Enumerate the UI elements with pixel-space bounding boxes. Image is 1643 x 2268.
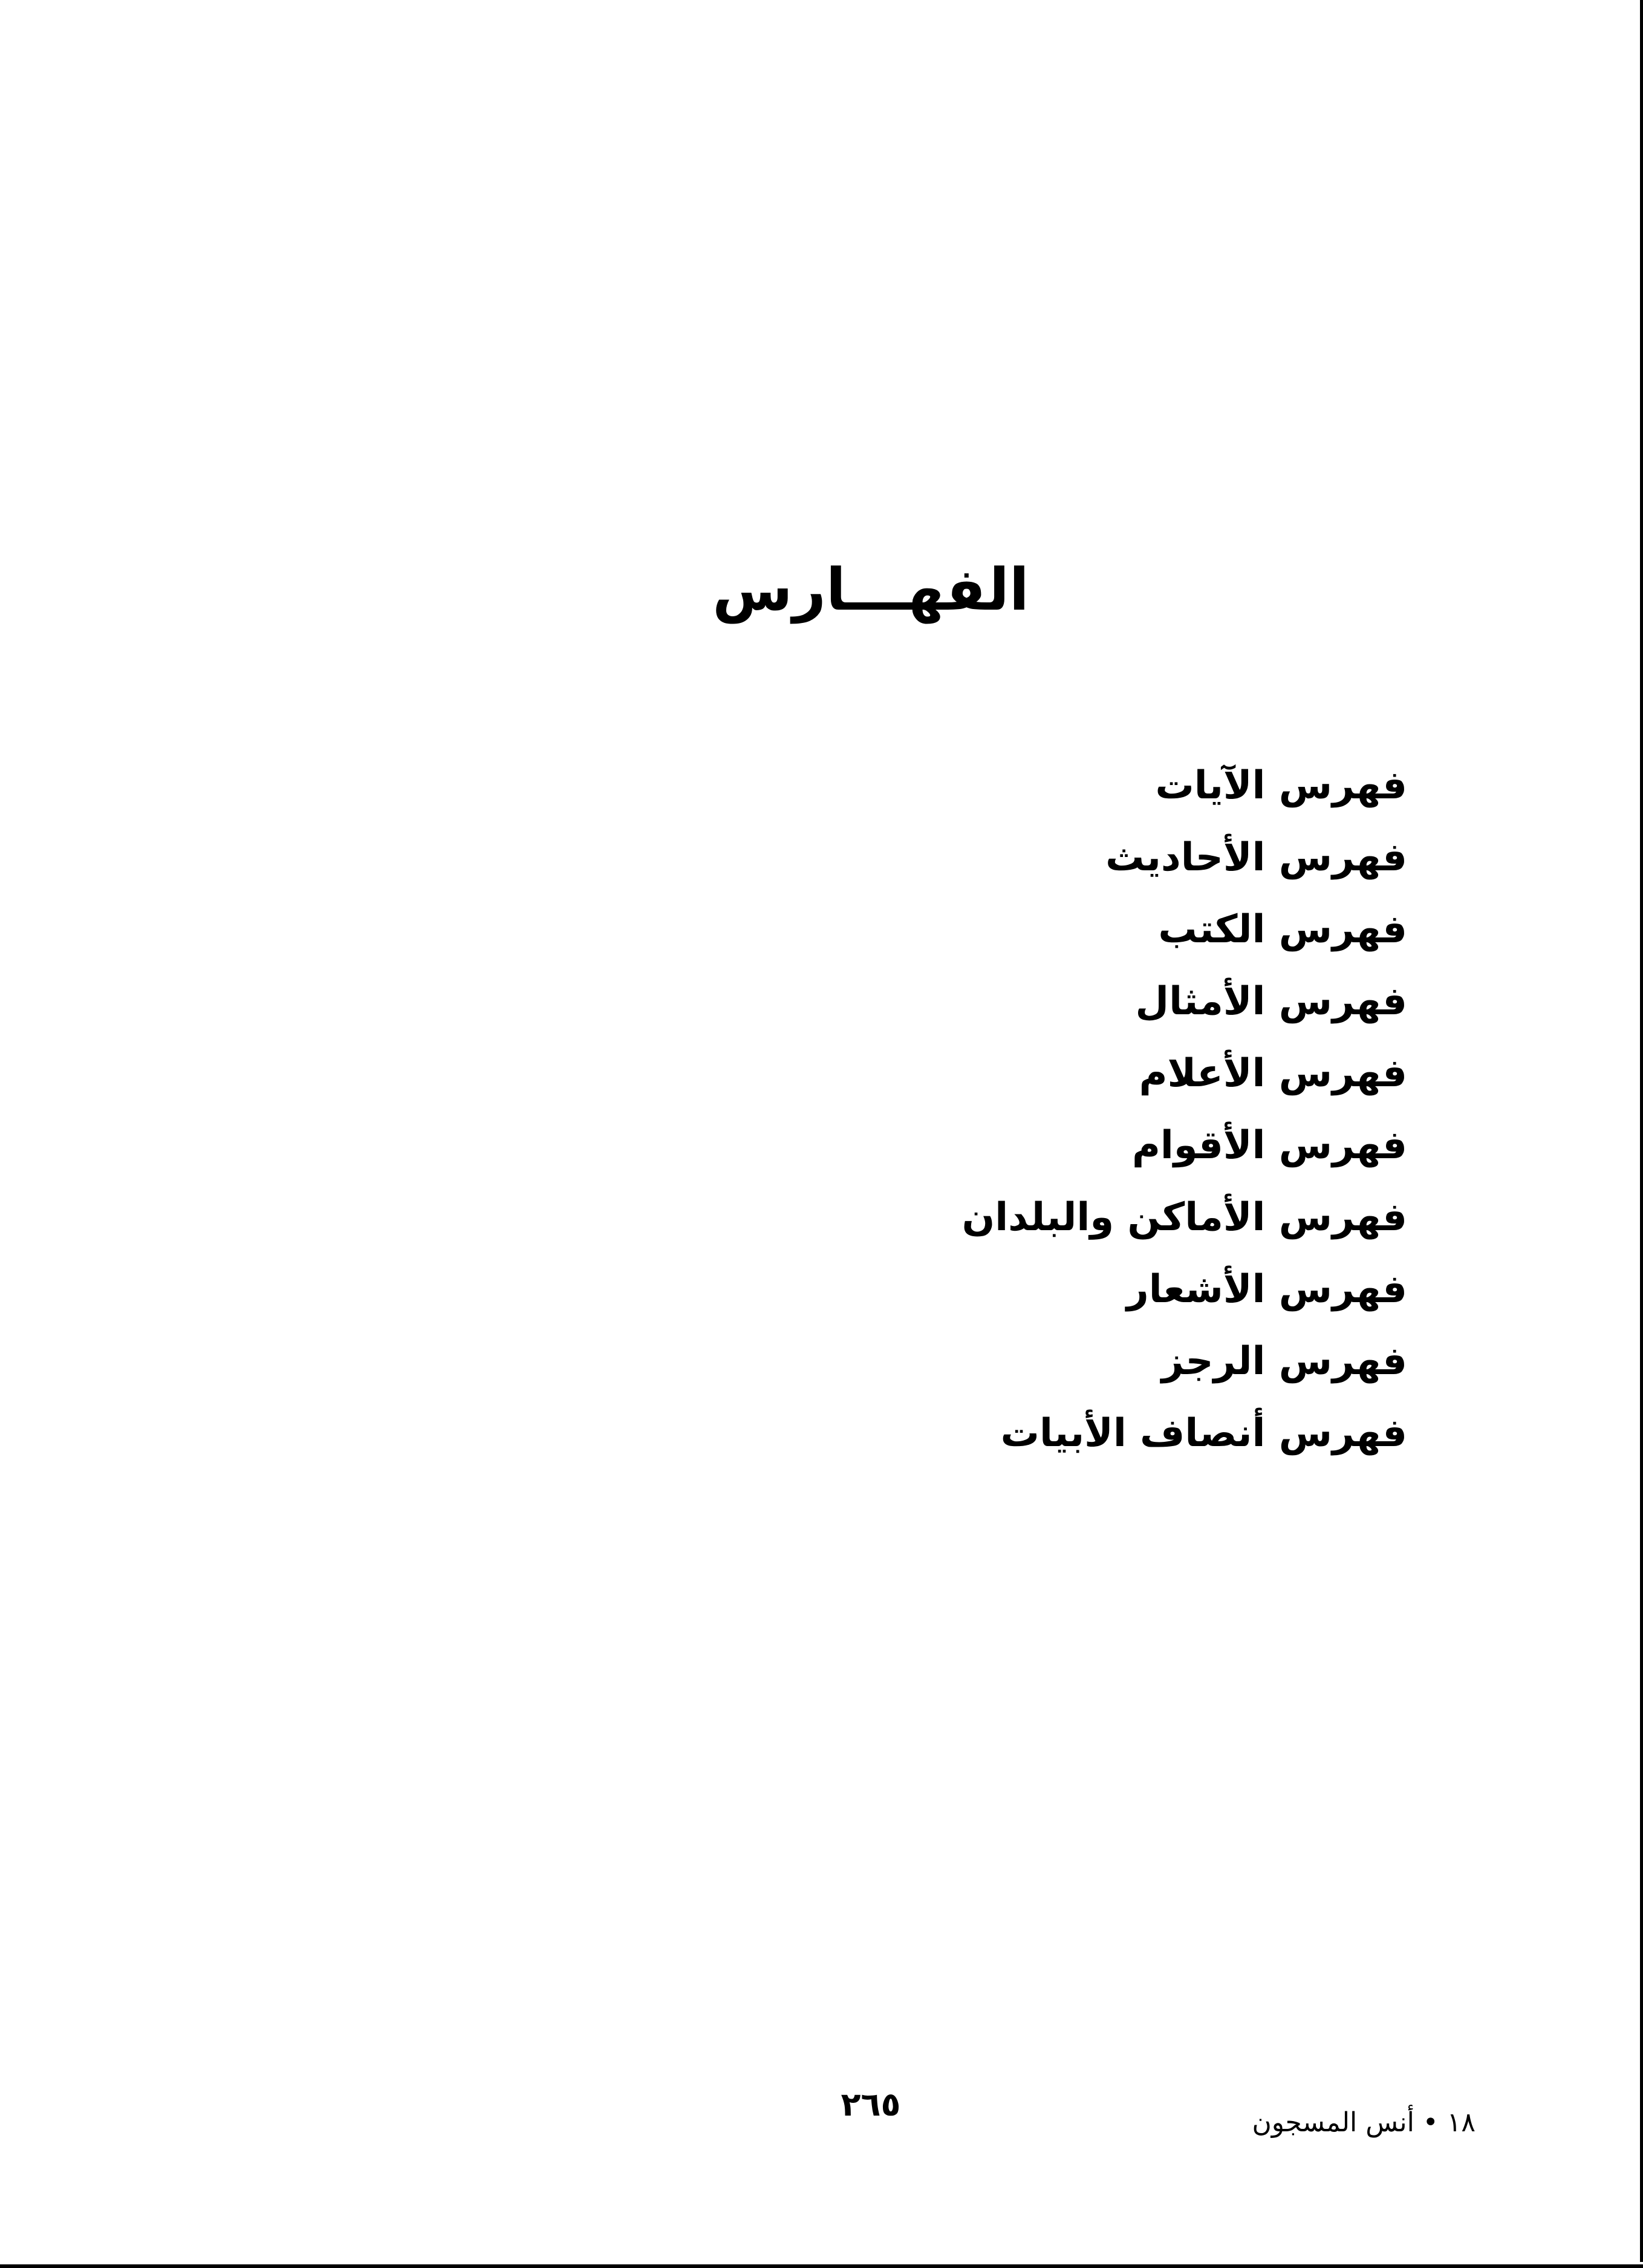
index-item: فهرس أنصاف الأبيات xyxy=(1000,1411,1407,1456)
index-item: فهرس الآيات xyxy=(1155,763,1407,808)
right-border-line xyxy=(1640,0,1643,2262)
index-item: فهرس الأحاديث xyxy=(1105,835,1407,880)
index-item: فهرس الأماكن والبلدان xyxy=(961,1195,1407,1240)
index-list xyxy=(863,750,1407,1470)
running-footer: ١٨ • أنس المسجون xyxy=(1252,2107,1475,2138)
index-item: فهرس الأمثال xyxy=(1135,979,1407,1024)
index-item: فهرس الأعلام xyxy=(1139,1051,1407,1096)
index-item: فهرس الكتب xyxy=(1158,907,1407,952)
page-number: ٢٦٥ xyxy=(841,2085,901,2123)
index-item: فهرس الرجز xyxy=(1161,1339,1407,1384)
page-title: الفهـــارس xyxy=(712,556,1029,624)
index-item: فهرس الأقوام xyxy=(1131,1123,1407,1168)
index-item: فهرس الأشعار xyxy=(1126,1267,1407,1312)
bottom-border-line xyxy=(0,2264,1643,2268)
